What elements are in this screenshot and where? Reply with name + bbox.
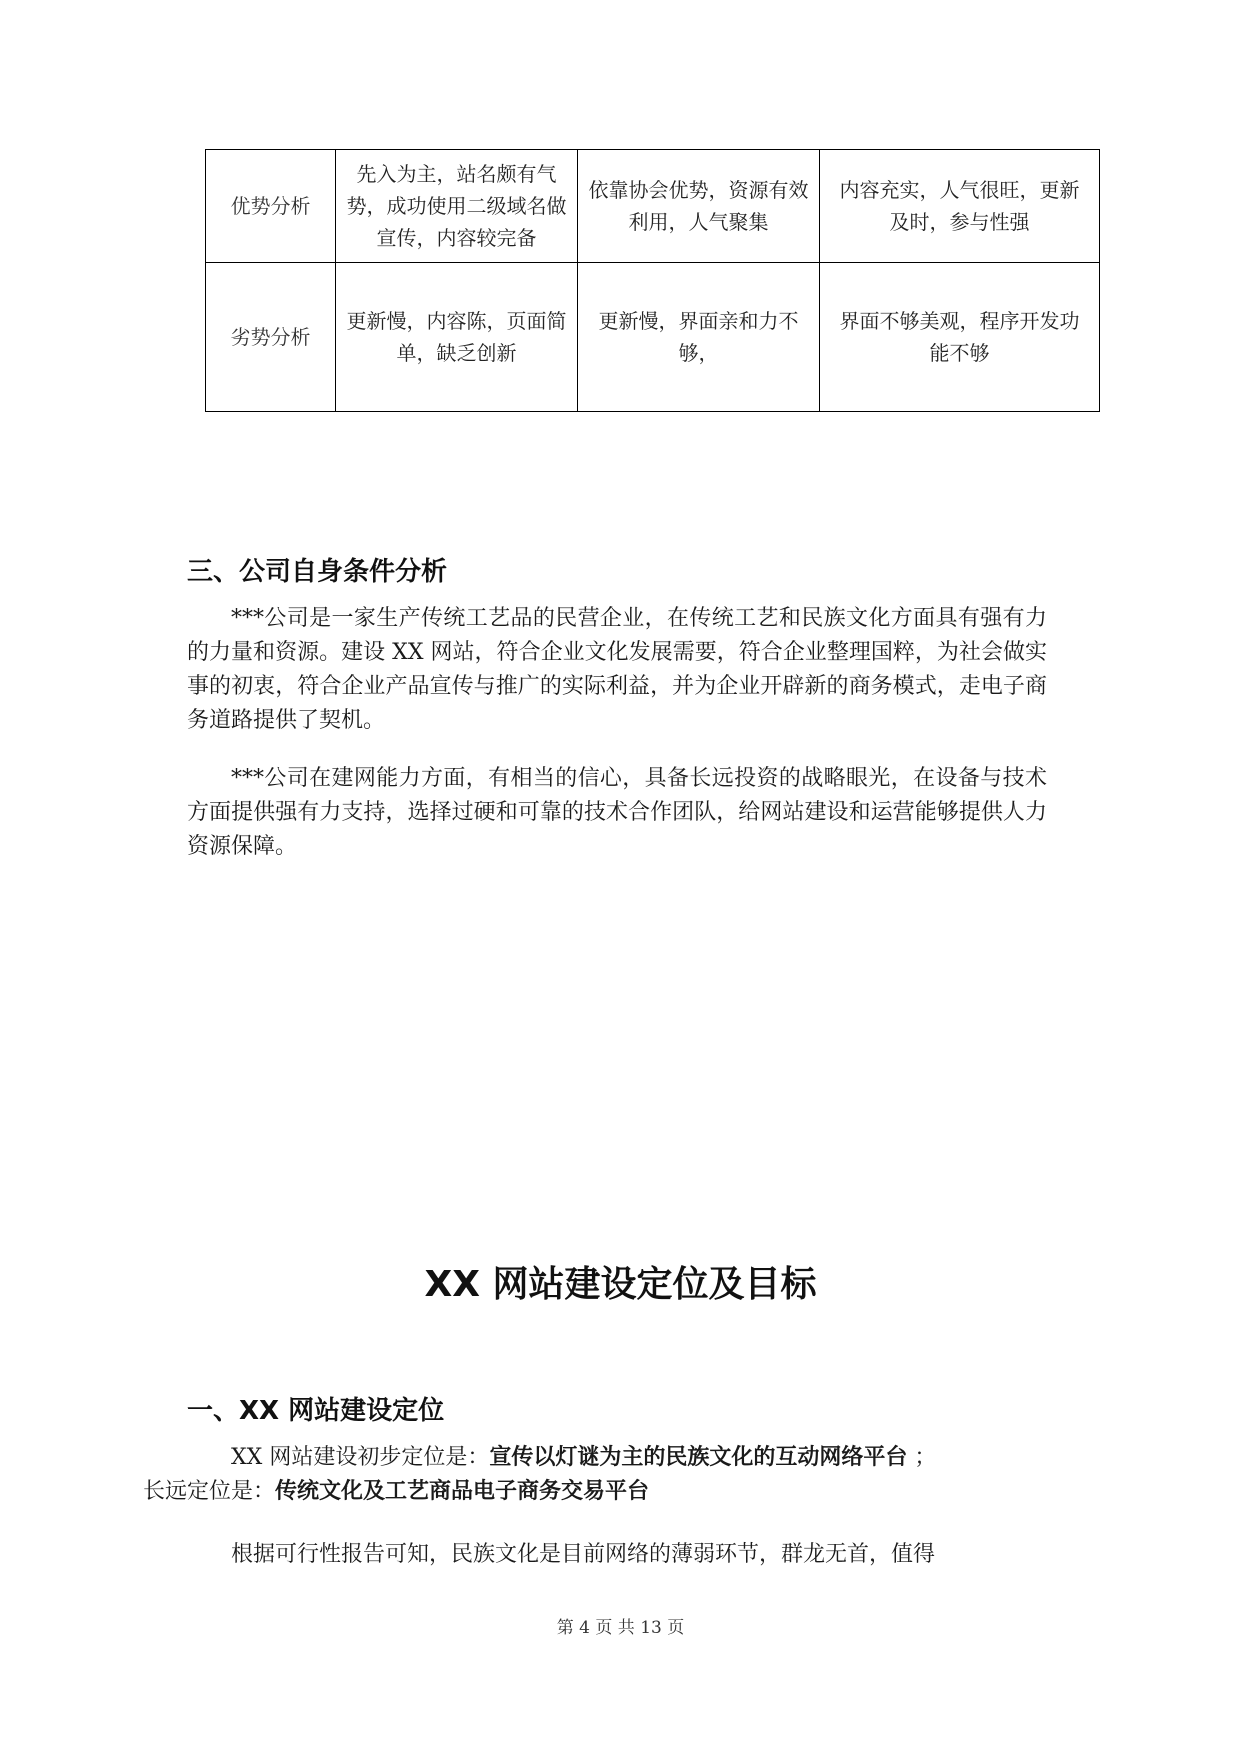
table-cell: 依靠协会优势，资源有效利用，人气聚集 <box>578 150 820 263</box>
chapter-title: XX 网站建设定位及目标 <box>424 1264 817 1305</box>
positioning-long-prefix: 长远定位是： <box>143 1479 276 1504</box>
table-cell: 更新慢，内容陈，页面简单，缺乏创新 <box>336 263 578 412</box>
row-label: 劣势分析 <box>206 263 336 412</box>
row-label: 优势分析 <box>206 150 336 263</box>
positioning-separator: ； <box>907 1445 937 1470</box>
page-footer: 第 4 页 共 13 页 <box>556 1618 685 1638</box>
positioning-long: 传统文化及工艺商品电子商务交易平台 <box>275 1479 650 1504</box>
paragraph-company-profile: ***公司是一家生产传统工艺品的民营企业，在传统工艺和民族文化方面具有强有力的力量和资源。建设 XX 网站，符合企业文化发展需要，符合企业整理国粹，为社会做实事的初衷，符合企业产品宣传与推广的实际利益，并为企业开辟新的商务模式，走电子商务道路提供了契机。 <box>187 606 1047 733</box>
table-cell: 更新慢，界面亲和力不够， <box>578 263 820 412</box>
table-cell: 界面不够美观，程序开发功能不够 <box>820 263 1100 412</box>
section-heading-1: 一、XX 网站建设定位 <box>187 1396 445 1426</box>
paragraph-positioning <box>143 1441 1047 1509</box>
table-row-strengths <box>206 150 1100 263</box>
positioning-prefix: XX 网站建设初步定位是： <box>231 1445 490 1470</box>
table-row-weaknesses <box>206 263 1100 412</box>
table-cell: 内容充实，人气很旺，更新及时，参与性强 <box>820 150 1100 263</box>
positioning-initial: 宣传以灯谜为主的民族文化的互动网络平台 <box>489 1445 908 1470</box>
paragraph-capability: ***公司在建网能力方面，有相当的信心，具备长远投资的战略眼光，在设备与技术方面提供强有力支持，选择过硬和可靠的技术合作团队，给网站建设和运营能够提供人力资源保障。 <box>187 766 1047 859</box>
table-cell: 先入为主，站名颇有气势，成功使用二级域名做宣传，内容较完备 <box>336 150 578 263</box>
paragraph-analysis-start: 根据可行性报告可知，民族文化是目前网络的薄弱环节，群龙无首，值得 <box>231 1542 936 1567</box>
comparison-table <box>205 149 1100 412</box>
section-heading-3: 三、公司自身条件分析 <box>187 557 448 587</box>
